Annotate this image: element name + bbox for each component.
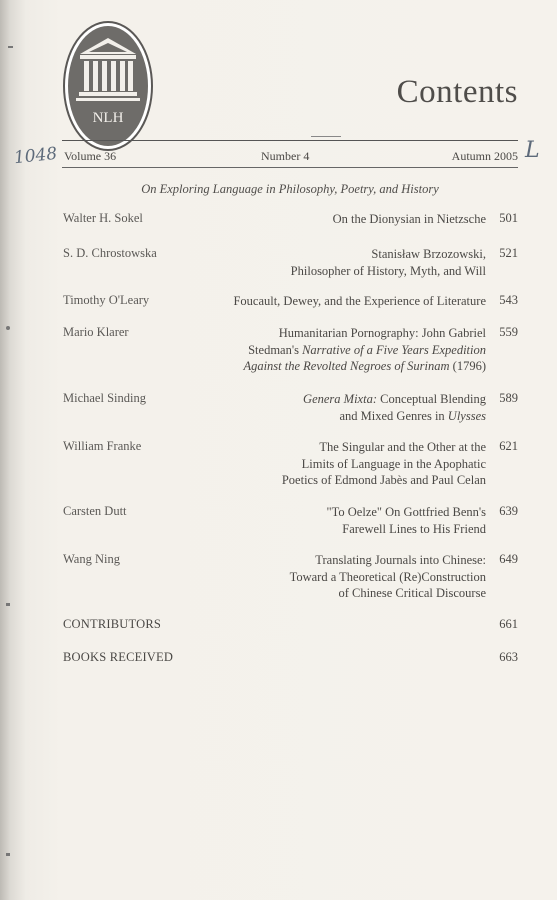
margin-mark	[6, 603, 10, 606]
article-title: Genera Mixta: Conceptual Blending and Mixed Genres in Ulysses	[303, 392, 486, 423]
article-page: 639	[499, 504, 518, 518]
volume-label: Volume 36	[64, 149, 117, 163]
header-rule-top	[62, 140, 518, 141]
article-page: 501	[499, 211, 518, 225]
season-label: Autumn 2005	[451, 149, 518, 163]
books-received-page: 663	[499, 650, 518, 664]
scribble-mark	[311, 136, 341, 137]
article-author: Wang Ning	[63, 552, 120, 566]
handwritten-mark: L	[525, 138, 540, 163]
handwritten-number: 1048	[13, 143, 59, 169]
article-author: Timothy O'Leary	[63, 293, 150, 307]
article-author: William Franke	[63, 439, 142, 453]
article-title: "To Oelze" On Gottfried Benn's Farewell Lines to His Friend	[326, 505, 486, 536]
article-page: 589	[499, 391, 518, 405]
number-label: Number 4	[261, 149, 310, 163]
article-page: 559	[499, 325, 518, 339]
article-author: Mario Klarer	[63, 325, 129, 339]
header-rule-bottom	[62, 167, 518, 168]
contributors-label: CONTRIBUTORS	[63, 617, 162, 631]
article-title: Foucault, Dewey, and the Experience of Literature	[233, 294, 486, 308]
article-title: On the Dionysian in Nietzsche	[332, 212, 486, 226]
issue-theme: On Exploring Language in Philosophy, Poetry, and History	[141, 182, 439, 196]
article-author: Michael Sinding	[63, 391, 146, 405]
article-page: 521	[499, 246, 518, 260]
books-received-label: BOOKS RECEIVED	[63, 650, 174, 664]
article-page: 543	[499, 293, 518, 307]
margin-mark	[8, 46, 13, 48]
nlh-logo	[62, 20, 154, 152]
article-title: Humanitarian Pornography: John Gabriel Stedman's Narrative of a Five Years Expedition Against the Revolted Negroes of Surinam (1796)	[243, 326, 486, 373]
article-author: S. D. Chrostowska	[63, 246, 157, 260]
article-page: 649	[499, 552, 518, 566]
article-author: Walter H. Sokel	[63, 211, 143, 225]
logo-text: NLH	[92, 110, 124, 126]
article-title: Stanisław Brzozowski, Philosopher of History, Myth, and Will	[290, 247, 486, 278]
contributors-page: 661	[499, 617, 518, 631]
page-title: Contents	[396, 74, 518, 110]
margin-mark	[6, 326, 10, 330]
article-title: Translating Journals into Chinese: Toward a Theoretical (Re)Construction of Chinese Critical Discourse	[289, 553, 486, 600]
article-title: The Singular and the Other at the Limits of Language in the Apophatic Poetics of Edmond Jabès and Paul Celan	[281, 440, 486, 487]
article-author: Carsten Dutt	[63, 504, 127, 518]
margin-mark	[6, 853, 10, 856]
article-page: 621	[499, 439, 518, 453]
